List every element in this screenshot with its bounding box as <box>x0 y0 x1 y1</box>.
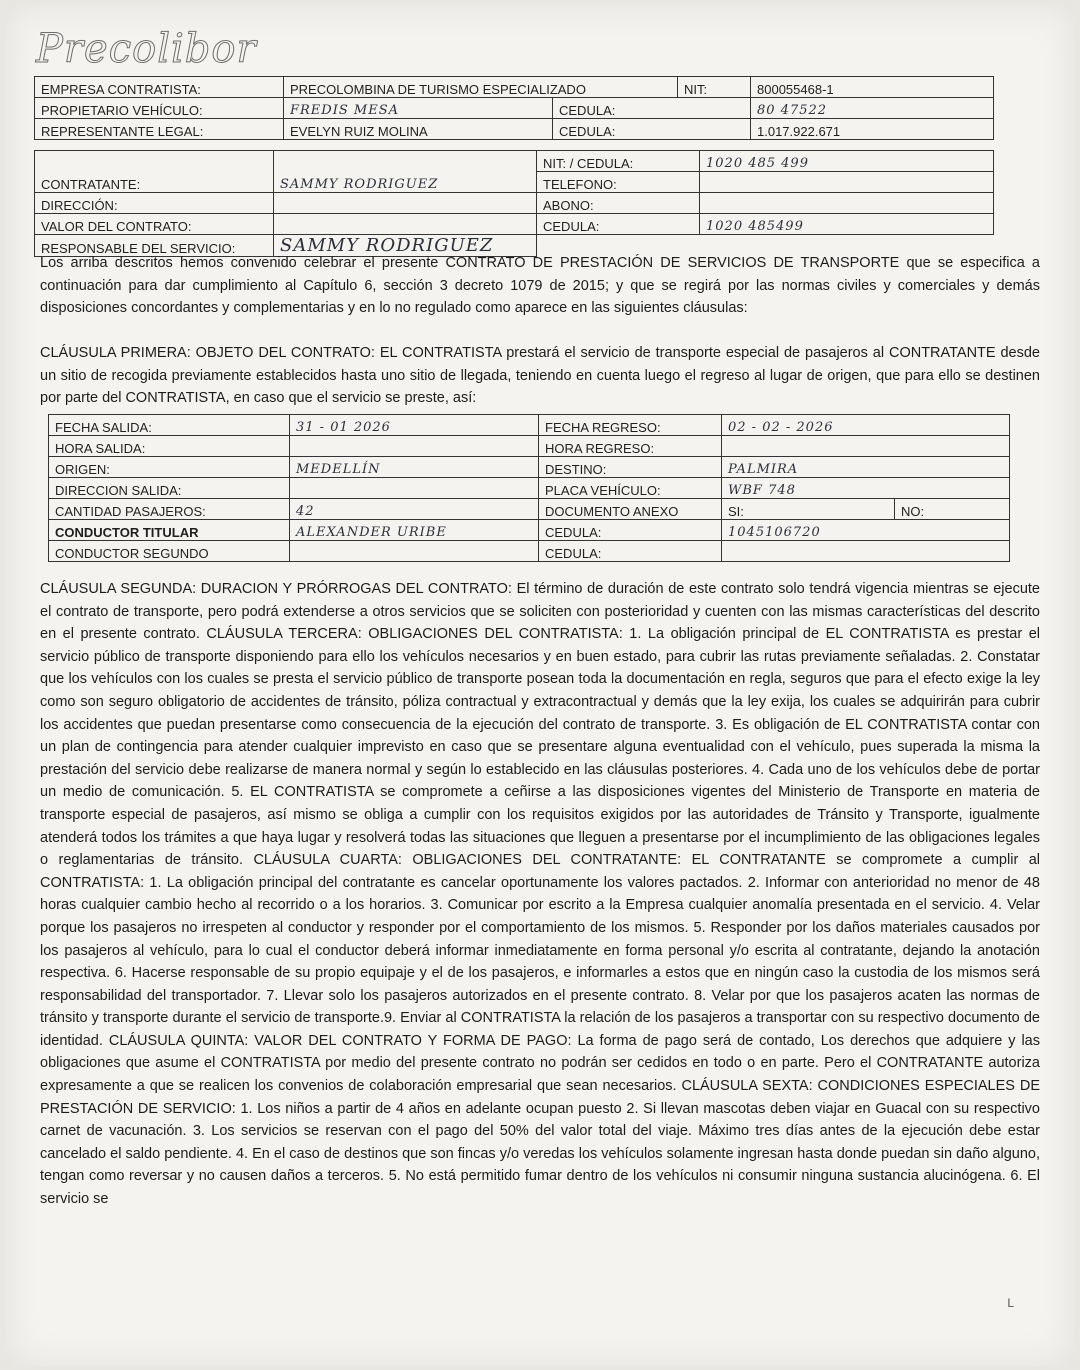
destino-label: DESTINO: <box>539 457 722 478</box>
hora-salida-label: HORA SALIDA: <box>49 436 290 457</box>
empresa-value: PRECOLOMBINA DE TURISMO ESPECIALIZADO <box>284 77 678 98</box>
documento-label: DOCUMENTO ANEXO <box>539 499 722 520</box>
contratante-value: SAMMY RODRIGUEZ <box>274 151 537 193</box>
hora-salida-value <box>290 436 539 457</box>
conductor-titular-label: CONDUCTOR TITULAR <box>49 520 290 541</box>
origen-label: ORIGEN: <box>49 457 290 478</box>
si-label: SI: <box>722 499 895 520</box>
direccion-value <box>274 193 537 214</box>
nit-value: 800055468-1 <box>751 77 994 98</box>
cedula-label-4: CEDULA: <box>539 520 722 541</box>
nit-label: NIT: <box>678 77 751 98</box>
responsable-label: RESPONSABLE DEL SERVICIO: <box>35 235 274 257</box>
valor-value <box>274 214 537 235</box>
fecha-regreso-value: 02 - 02 - 2026 <box>722 415 1010 436</box>
conductor-segundo-value <box>290 541 539 562</box>
placa-value: WBF 748 <box>722 478 1010 499</box>
telefono-value <box>700 172 994 193</box>
trip-table <box>48 414 1010 562</box>
valor-label: VALOR DEL CONTRATO: <box>35 214 274 235</box>
cedula-label-1: CEDULA: <box>553 98 751 119</box>
representante-value: EVELYN RUIZ MOLINA <box>284 119 553 140</box>
telefono-label: TELEFONO: <box>537 172 700 193</box>
corner-mark: L <box>1007 1296 1014 1310</box>
header-table <box>34 76 994 140</box>
fecha-regreso-label: FECHA REGRESO: <box>539 415 722 436</box>
cedula-value-1: 80 47522 <box>751 98 994 119</box>
conductor-segundo-label: CONDUCTOR SEGUNDO <box>49 541 290 562</box>
clausula-primera: CLÁUSULA PRIMERA: OBJETO DEL CONTRATO: EL CONTRATISTA prestará el servicio de transporte especial de pasajeros al CONTRATANTE desde un sitio de recogida previamente establecidos hasta uno sitio de llegada, teniendo en cuenta luego el regreso al lugar de origen, que para ello se destinen por parte del CONTRATISTA, en caso que el servicio se preste, así: <box>40 345 1040 406</box>
destino-value: PALMIRA <box>722 457 1010 478</box>
cedula-value-2: 1.017.922.671 <box>751 119 994 140</box>
contract-page <box>6 4 1074 1366</box>
cedula-label-3: CEDULA: <box>537 214 700 235</box>
representante-label: REPRESENTANTE LEGAL: <box>35 119 284 140</box>
no-label: NO: <box>895 499 1010 520</box>
fecha-salida-label: FECHA SALIDA: <box>49 415 290 436</box>
hora-regreso-label: HORA REGRESO: <box>539 436 722 457</box>
direccion-salida-value <box>290 478 539 499</box>
cedula-value-5 <box>722 541 1010 562</box>
cedula-label-5: CEDULA: <box>539 541 722 562</box>
fecha-salida-value: 31 - 01 2026 <box>290 415 539 436</box>
abono-value <box>700 193 994 214</box>
conductor-titular-value: ALEXANDER URIBE <box>290 520 539 541</box>
nit-cedula-value: 1020 485 499 <box>700 151 994 172</box>
intro-paragraph: Los arriba descritos hemos convenido celebrar el presente CONTRATO DE PRESTACIÓN DE SERVICIOS DE TRANSPORTE que se especifica a continuación para dar cumplimiento al Capítulo 6, sección 3 decreto 1079 de 2015; y que se regirá por las normas civiles y comerciales y demás disposiciones concordantes y complementarias y en lo no regulado como aparece en las siguientes cláusulas: <box>40 255 1040 316</box>
placa-label: PLACA VEHÍCULO: <box>539 478 722 499</box>
empresa-label: EMPRESA CONTRATISTA: <box>35 77 284 98</box>
origen-value: MEDELLÍN <box>290 457 539 478</box>
contract-clauses: CLÁUSULA SEGUNDA: DURACION Y PRÓRROGAS DEL CONTRATO: El término de duración de este contrato solo tendrá vigencia mientras se ejecute el contrato de transporte, pero podrá extenderse a otros servicios que se soliciten con posterioridad y cuenten con las mismas características del descrito en el presente contrato. CLÁUSULA TERCERA: OBLIGACIONES DEL CONTRATISTA: 1. La obligación principal de EL CONTRATISTA es prestar el servicio público de transporte disponiendo para ello los vehículos necesarios y en buen estado, para cubrir las rutas previamente señaladas. 2. Constatar que los vehículos con los cuales se presta el servicio público de transporte posean toda la documentación en regla, seguros que para el efecto exige la ley como son seguro obligatorio de accidentes de tránsito, póliza contractual y extracontractual y demás que la ley exija, los cuales se adquirirán para cubrir los accidentes que puedan presentarse como consecuencia de la ejecución del contrato de transporte. 3. Es obligación de EL CONTRATISTA contar con un plan de contingencia para atender cualquier imprevisto en caso que se presentare alguna eventualidad con el vehículo, pues superada la misma la prestación del servicio debe realizarse de manera normal y según lo establecido en las cláusulas posteriores. 4. Cada uno de los vehículos debe de portar un medio de comunicación. 5. EL CONTRATISTA se compromete a ceñirse a las disposiciones vigentes del Ministerio de Transporte en materia de transporte especial de pasajeros, así mismo se obliga a cumplir con los requisitos exigidos por las autoridades de Tránsito y Transporte, igualmente atenderá todos los trámites a que haya lugar y resolverá todas las situaciones que lleguen a presentarse por el incumplimiento de las obligaciones legales o reglamentarias de tránsito. CLÁUSULA CUARTA: OBLIGACIONES DEL CONTRATANTE: EL CONTRATANTE se compromete a cumplir al CONTRATISTA: 1. La obligación principal del contratante es cancelar oportunamente los valores pactados. 2. Informar con anterioridad no menor de 48 horas cualquier cambio hecho al recorrido o a los horarios. 3. Comunicar por escrito a la Empresa cualquier anomalía presentada en el servicio. 4. Velar porque los pasajeros no irrespeten al conductor y responder por el comportamiento de los mismos. 5. Responder por los daños materiales causados por los pasajeros al vehículo, para lo cual el conductor deberá informar inmediatamente en forma personal y/o escrita al contratante, dejando la anotación respectiva. 6. Hacerse responsable de su propio equipaje y el de los pasajeros, e informarles a estos que en ningún caso la custodia de los mismos será responsabilidad del transportador. 7. Llevar solo los pasajeros autorizados en el presente contrato. 8. Velar por que los pasajeros acaten las normas de tránsito y transporte durante el servicio de transporte.9. Enviar al CONTRATISTA la relación de los pasajeros a transportar con su respectivo documento de identidad. CLÁUSULA QUINTA: VALOR DEL CONTRATO Y FORMA DE PAGO: La forma de pago será de contado, Los derechos que adquiere y las obligaciones que asume el CONTRATISTA por medio del presente contrato no podrán ser cedidos en todo o en parte. Pero el CONTRATANTE autoriza expresamente a que se realicen los convenios de colaboración empresarial que sean necesarios. CLÁUSULA SEXTA: CONDICIONES ESPECIALES DE PRESTACIÓN DE SERVICIO: 1. Los niños a partir de 4 años en adelante ocupan puesto 2. Si llevan mascotas deben viajar en Guacal con su respectivo carnet de vacunación. 3. Los servicios se reservan con el pago del 50% del valor total del viaje. Máximo tres días antes de la ejecución debe estar cancelado el saldo pendiente. 4. En el caso de destinos que son fincas y/o veredas los vehículos solamente ingresan hasta donde puedan sin daño alguno, tengan como reversar y no causen daños a terceros. 5. No está permitido fumar dentro de los vehículos ni consumir ninguna sustancia alucinógena. 6. El servicio se <box>40 581 1040 1208</box>
cantidad-value: 42 <box>290 499 539 520</box>
contratante-label: CONTRATANTE: <box>35 151 274 193</box>
responsable-value: SAMMY RODRIGUEZ <box>274 235 537 257</box>
cedula-value-4: 1045106720 <box>722 520 1010 541</box>
direccion-salida-label: DIRECCION SALIDA: <box>49 478 290 499</box>
propietario-value: FREDIS MESA <box>284 98 553 119</box>
contratante-table <box>34 150 994 257</box>
cedula-label-2: CEDULA: <box>553 119 751 140</box>
nit-cedula-label: NIT: / CEDULA: <box>537 151 700 172</box>
hora-regreso-value <box>722 436 1010 457</box>
cantidad-label: CANTIDAD PASAJEROS: <box>49 499 290 520</box>
propietario-label: PROPIETARIO VEHÍCULO: <box>35 98 284 119</box>
logo-text: Precolibor <box>36 26 257 72</box>
cedula-value-3: 1020 485499 <box>700 214 994 235</box>
direccion-label: DIRECCIÓN: <box>35 193 274 214</box>
abono-label: ABONO: <box>537 193 700 214</box>
